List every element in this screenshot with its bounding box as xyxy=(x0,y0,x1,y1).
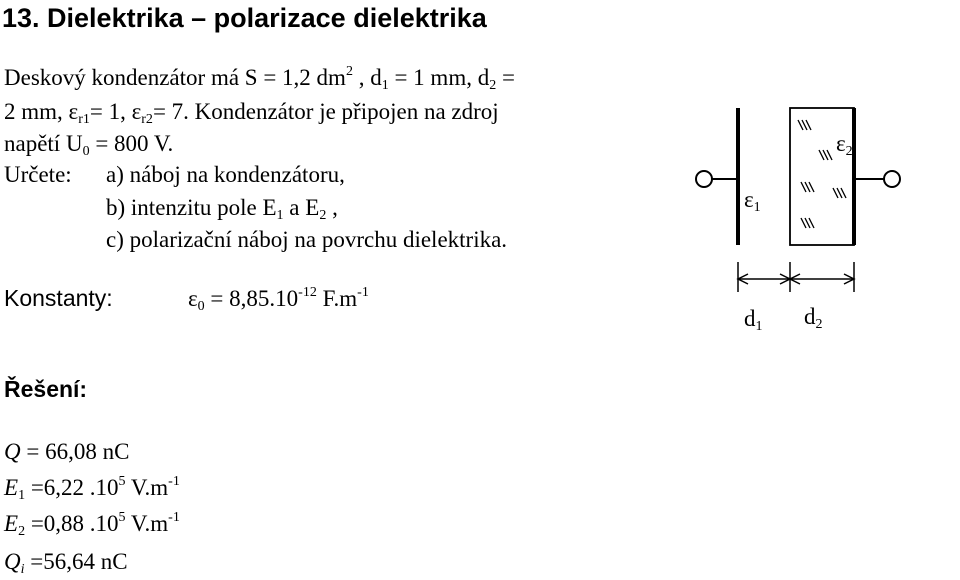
text: , d xyxy=(352,65,382,90)
text: = 800 V. xyxy=(89,131,174,156)
superscript: -12 xyxy=(298,285,317,300)
eps2-label: ε2 xyxy=(836,131,853,159)
left-terminal-icon xyxy=(696,171,712,187)
symbol: E xyxy=(4,511,19,536)
subscript: 1 xyxy=(276,208,284,223)
subscript: 2 xyxy=(319,208,327,223)
task-c: c) polarizační náboj na povrchu dielektrika. xyxy=(106,227,508,252)
symbol: Q xyxy=(4,439,21,464)
text: V.m xyxy=(125,475,169,500)
solution-e2 xyxy=(4,510,180,539)
superscript: -1 xyxy=(168,510,180,525)
superscript: -1 xyxy=(357,285,369,300)
solution-e1 xyxy=(4,474,180,503)
task-label: Určete: xyxy=(4,162,72,187)
text: = 8,85.10 xyxy=(204,286,299,311)
solution-q xyxy=(4,440,129,463)
text: 2 mm, ε xyxy=(4,99,79,124)
page-title: 13. Dielektrika – polarizace dielektrika xyxy=(2,3,487,33)
dielectric-block xyxy=(790,108,854,245)
d2-label: d2 xyxy=(804,304,823,332)
text: =56,64 nC xyxy=(24,549,128,574)
constants-label: Konstanty: xyxy=(4,285,113,311)
superscript: 5 xyxy=(118,510,126,525)
problem-line-3 xyxy=(4,131,174,159)
subscript: 0 xyxy=(82,144,90,159)
subscript: 0 xyxy=(197,299,205,314)
subscript: 1 xyxy=(18,488,26,503)
problem-line-2 xyxy=(4,99,499,127)
text: V.m xyxy=(125,511,169,536)
subscript: i xyxy=(20,562,25,577)
text: = 1, ε xyxy=(89,99,142,124)
d1-label: d1 xyxy=(744,306,763,334)
superscript: -1 xyxy=(168,474,180,489)
task-b xyxy=(106,195,338,223)
solution-qi xyxy=(4,549,128,577)
text: , xyxy=(326,195,338,220)
symbol: Q xyxy=(4,549,21,574)
superscript: 5 xyxy=(118,474,126,489)
text: = xyxy=(496,65,515,90)
text: F.m xyxy=(316,286,358,311)
eps1-label: ε1 xyxy=(744,187,761,215)
text: =0,88 .10 xyxy=(25,511,119,536)
right-terminal-icon xyxy=(884,171,900,187)
solution-heading: Řešení: xyxy=(4,376,88,402)
subscript: r1 xyxy=(78,112,90,127)
text: napětí U xyxy=(4,131,83,156)
constants-value xyxy=(188,285,369,314)
text: = 1 mm, d xyxy=(388,65,490,90)
text: = 66,08 nC xyxy=(20,439,130,464)
superscript: 2 xyxy=(345,64,353,79)
text: b) intenzitu pole E xyxy=(106,195,277,220)
problem-line-1 xyxy=(4,64,515,93)
symbol: E xyxy=(4,475,19,500)
capacitor-diagram xyxy=(640,60,960,350)
task-a: a) náboj na kondenzátoru, xyxy=(106,162,345,187)
text: =6,22 .10 xyxy=(25,475,119,500)
subscript: 2 xyxy=(18,524,26,539)
text: a E xyxy=(283,195,320,220)
subscript: 2 xyxy=(489,78,497,93)
subscript: r2 xyxy=(141,112,153,127)
text: ε xyxy=(188,286,198,311)
text: Deskový kondenzátor má S = 1,2 dm xyxy=(4,65,346,90)
subscript: 1 xyxy=(381,78,389,93)
text: = 7. Kondenzátor je připojen na zdroj xyxy=(152,99,499,124)
dimension-line xyxy=(738,262,854,292)
